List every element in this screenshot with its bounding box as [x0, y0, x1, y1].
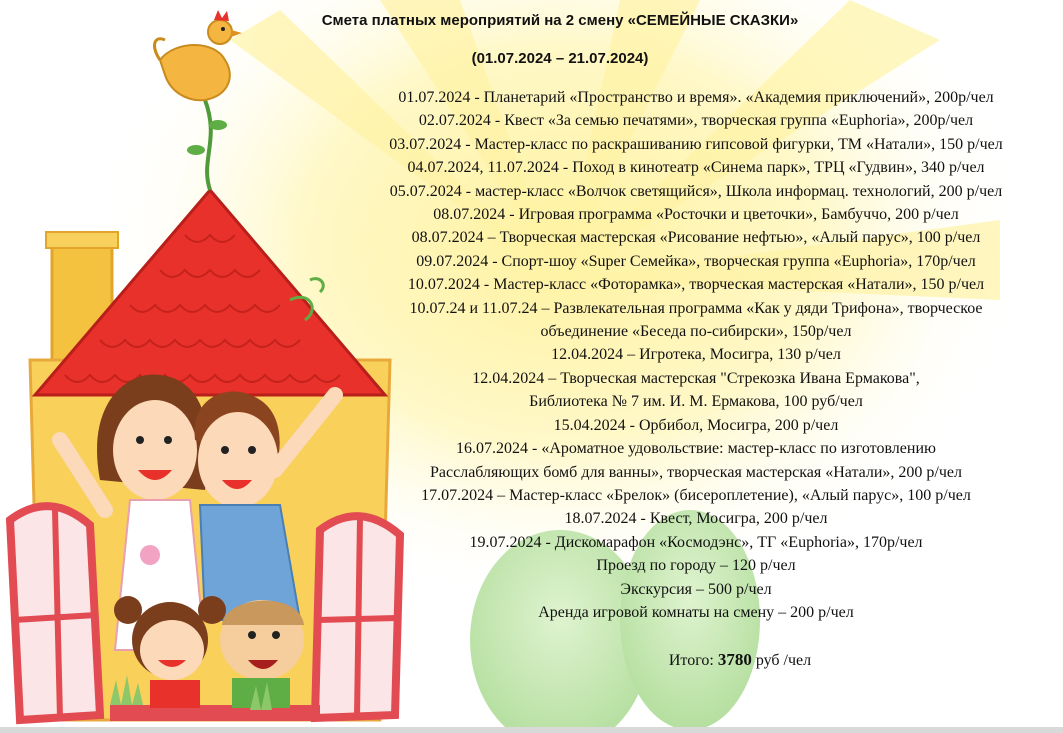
list-item: Проезд по городу – 120 р/чел	[596, 557, 796, 575]
list-item: Экскурсия – 500 р/чел	[620, 580, 772, 598]
list-item: 09.07.2024 - Спорт-шоу «Super Семейка», творческая группа «Euphoria», 170р/чел	[416, 252, 976, 270]
list-item: 02.07.2024 - Квест «За семью печатями», творческая группа «Euphoria», 200р/чел	[418, 112, 974, 130]
total-unit: руб /чел	[751, 652, 812, 669]
list-item: 01.07.2024 - Планетарий «Пространство и время». «Академия приключений», 200р/чел	[398, 89, 994, 106]
period-dates: (01.07.2024 – 21.07.2024)	[471, 50, 649, 67]
list-item: 08.07.2024 – Творческая мастерская «Рисование нефтью», «Алый парус», 100 р/чел	[411, 229, 981, 247]
list-item: 10.07.24 и 11.07.24 – Развлекательная программа «Как у дяди Трифона», творческое	[409, 299, 983, 317]
list-item: 03.07.2024 - Мастер-класс по раскрашиванию гипсовой фигурки, ТМ «Натали», 150 р/чел	[389, 135, 1003, 153]
event-list	[387, 86, 1005, 624]
list-item: Аренда игровой комнаты на смену – 200 р/чел	[538, 603, 854, 621]
left-window-shutter	[10, 506, 100, 720]
bottom-border	[0, 727, 1063, 733]
list-item: Библиотека № 7 им. И. М. Ермакова, 100 руб/чел	[529, 393, 863, 411]
list-item: 17.07.2024 – Мастер-класс «Брелок» (бисероплетение), «Алый парус», 100 р/чел	[421, 486, 971, 504]
list-item: Расслабляющих бомб для ванны», творческая мастерская «Натали», 200 р/чел	[430, 463, 962, 481]
list-item: 04.07.2024, 11.07.2024 - Поход в кинотеатр «Синема парк», ТРЦ «Гудвин», 340 р/чел	[407, 159, 985, 177]
list-item: 08.07.2024 - Игровая программа «Росточки и цветочки», Бамбуччо, 200 р/чел	[433, 206, 959, 224]
list-item: 10.07.2024 - Мастер-класс «Фоторамка», творческая мастерская «Натали», 150 р/чел	[407, 276, 985, 294]
list-item: 15.04.2024 - Орбибол, Мосигра, 200 р/чел	[553, 416, 839, 434]
list-item: 16.07.2024 - «Ароматное удовольствие: мастер-класс по изготовлению	[456, 440, 936, 458]
list-item: 18.07.2024 - Квест, Мосигра, 200 р/чел	[564, 510, 828, 528]
list-item: 19.07.2024 - Дискомарафон «Космодэнс», ТГ «Euphoria», 170р/чел	[469, 533, 923, 551]
total-label: Итого:	[668, 652, 718, 669]
list-item: объединение «Беседа по-сибирски», 150р/чел	[540, 323, 852, 341]
page-title: Смета платных мероприятий на 2 смену «СЕМЕЙНЫЕ СКАЗКИ»	[321, 12, 799, 29]
list-item: 05.07.2024 - мастер-класс «Волчок светящийся», Школа информац. технологий, 200 р/чел	[389, 182, 1003, 200]
list-item: 12.04.2024 – Игротека, Мосигра, 130 р/чел	[551, 346, 841, 364]
total-line	[540, 650, 940, 670]
total-amount: 3780	[717, 650, 752, 669]
list-item: 12.04.2024 – Творческая мастерская "Стрекозка Ивана Ермакова",	[472, 369, 920, 387]
